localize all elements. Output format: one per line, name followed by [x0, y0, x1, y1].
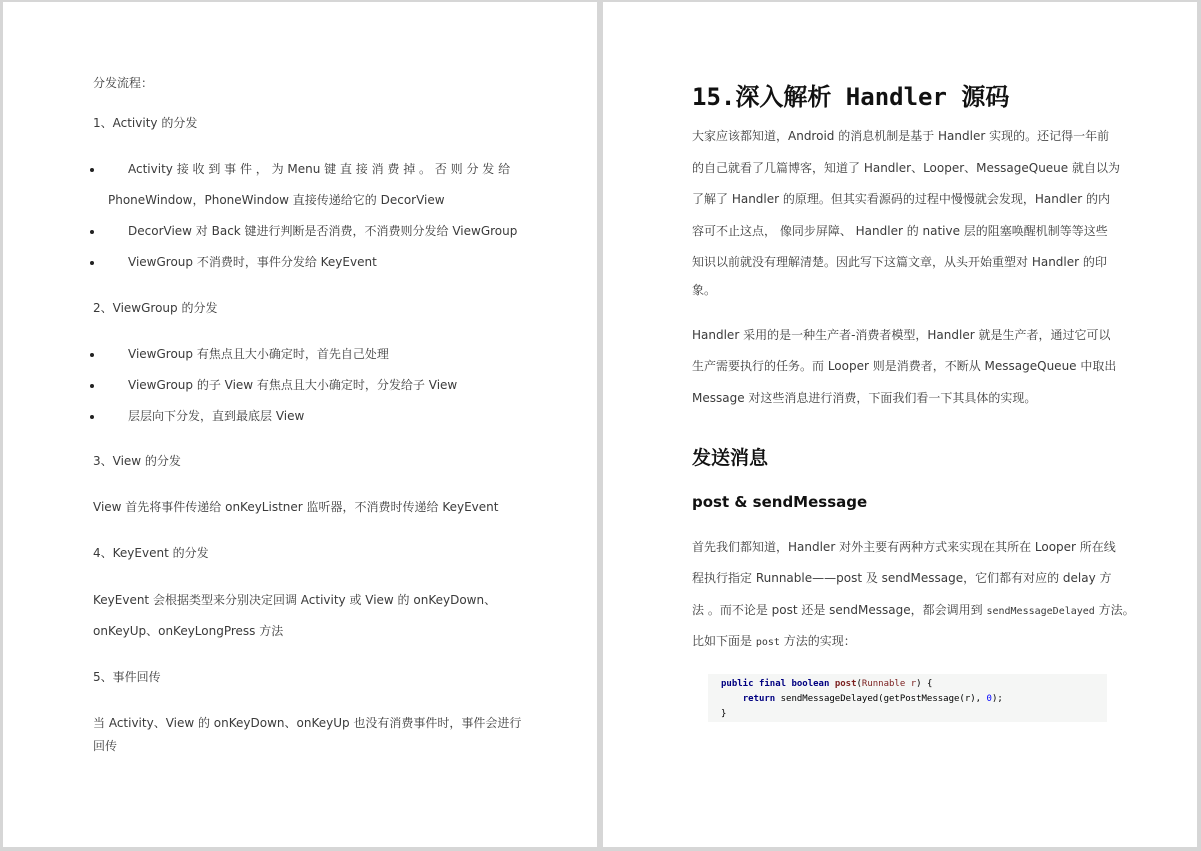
model-line-3: Message 对这些消息进行消费，下面我们看一下其具体的实现。 [692, 391, 1037, 405]
section-2-bullet-1: ViewGroup 有焦点且大小确定时，首先自己处理 [128, 347, 389, 361]
section-4-line-1: KeyEvent 会根据类型来分别决定回调 Activity 或 View 的 onKeyDown、 [93, 593, 497, 607]
code-param: r [905, 679, 917, 689]
section-2-bullet-3: 层层向下分发，直到最底层 View [128, 409, 305, 423]
section-3-heading: 3、View 的分发 [93, 454, 181, 468]
section-1-bullet-3: ViewGroup 不消费时，事件分发给 KeyEvent [128, 255, 377, 269]
code-punctuation: ) { [916, 679, 933, 689]
document-page-left [3, 2, 597, 847]
intro-line-2: 的自己就看了几篇博客，知道了 Handler、Looper、MessageQueue 就自以为 [692, 161, 1120, 175]
section-1-heading: 1、Activity 的分发 [93, 116, 198, 130]
code-keyword: boolean [791, 679, 830, 689]
bullet-icon [90, 384, 94, 388]
section-2-heading: 2、ViewGroup 的分发 [93, 301, 218, 315]
intro-line-5: 知识以前就没有理解清楚。因此写下这篇文章，从头开始重塑对 Handler 的印 [692, 255, 1107, 269]
code-keyword: final [758, 679, 787, 689]
code-function-name: post [834, 679, 857, 689]
section-1-bullet-1-line-2: PhoneWindow，PhoneWindow 直接传递给它的 DecorView [108, 193, 445, 207]
intro-line-4: 容可不止这点， 像同步屏障、 Handler 的 native 层的阻塞唤醒机制等等这些 [692, 224, 1108, 238]
intro-line-6: 象。 [692, 283, 717, 297]
code-line-3: } [721, 709, 727, 719]
section-1-bullet-1-line-1: Activity 接 收 到 事 件 ， 为 Menu 键 直 接 消 费 掉 。 否 则 分 发 给 [128, 162, 511, 176]
inline-code-sendmessagedelayed: sendMessageDelayed [986, 606, 1095, 617]
section-4-line-2: onKeyUp、onKeyLongPress 方法 [93, 624, 284, 638]
bullet-icon [90, 168, 94, 172]
post-line-1: 首先我们都知道，Handler 对外主要有两种方式来实现在其所在 Looper 所在线 [692, 540, 1116, 554]
model-line-1: Handler 采用的是一种生产者-消费者模型，Handler 就是生产者，通过它可以 [692, 328, 1111, 342]
inline-code-post: post [755, 637, 780, 648]
post-line-4-text-a: 比如下面是 [692, 634, 756, 648]
post-line-3-text-b: 方法。 [1094, 603, 1135, 617]
heading-send-message: 发送消息 [692, 447, 769, 469]
post-line-3-text-a: 法 。而不论是 post 还是 sendMessage，都会调用到 [692, 603, 987, 617]
code-line-2 [721, 692, 1107, 707]
code-punctuation: ( [856, 679, 862, 689]
code-call: sendMessageDelayed(getPostMessage(r), [775, 694, 987, 704]
intro-line-3: 了解了 Handler 的原理。但其实看源码的过程中慢慢就会发现，Handler 的内 [692, 192, 1110, 206]
code-number: 0 [986, 694, 992, 704]
post-line-4 [692, 634, 856, 650]
bullet-icon [90, 415, 94, 419]
bullet-icon [90, 353, 94, 357]
section-2-bullet-2: ViewGroup 的子 View 有焦点且大小确定时，分发给子 View [128, 378, 458, 392]
flow-title: 分发流程： [93, 76, 154, 90]
document-page-right [603, 2, 1197, 847]
section-1-bullet-2: DecorView 对 Back 键进行判断是否消费，不消费则分发给 ViewGroup [128, 224, 518, 238]
post-line-2: 程执行指定 Runnable——post 及 sendMessage，它们都有对应的 delay 方 [692, 571, 1112, 585]
code-block [708, 674, 1107, 722]
bullet-icon [90, 261, 94, 265]
code-line-1 [721, 677, 1107, 692]
code-keyword: return [742, 694, 776, 704]
section-4-heading: 4、KeyEvent 的分发 [93, 546, 209, 560]
bullet-icon [90, 230, 94, 234]
code-type: Runnable [861, 679, 906, 689]
heading-post-sendmessage: post & sendMessage [692, 493, 868, 511]
code-punctuation: ); [991, 694, 1003, 704]
section-5-heading: 5、事件回传 [93, 670, 161, 684]
post-line-3 [692, 603, 1135, 619]
chapter-title: 15.深入解析 Handler 源码 [692, 83, 1010, 111]
post-line-4-text-b: 方法的实现： [779, 634, 856, 648]
code-keyword: public [721, 679, 754, 689]
section-5-line-1: 当 Activity、View 的 onKeyDown、onKeyUp 也没有消费事件时，事件会进行 [93, 716, 522, 730]
section-3-text: View 首先将事件传递给 onKeyListner 监听器，不消费时传递给 KeyEvent [93, 500, 499, 514]
intro-line-1: 大家应该都知道，Android 的消息机制是基于 Handler 实现的。还记得一年前 [692, 129, 1110, 143]
section-5-line-2: 回传 [93, 739, 118, 753]
model-line-2: 生产需要执行的任务。而 Looper 则是消费者，不断从 MessageQueue 中取出 [692, 359, 1117, 373]
